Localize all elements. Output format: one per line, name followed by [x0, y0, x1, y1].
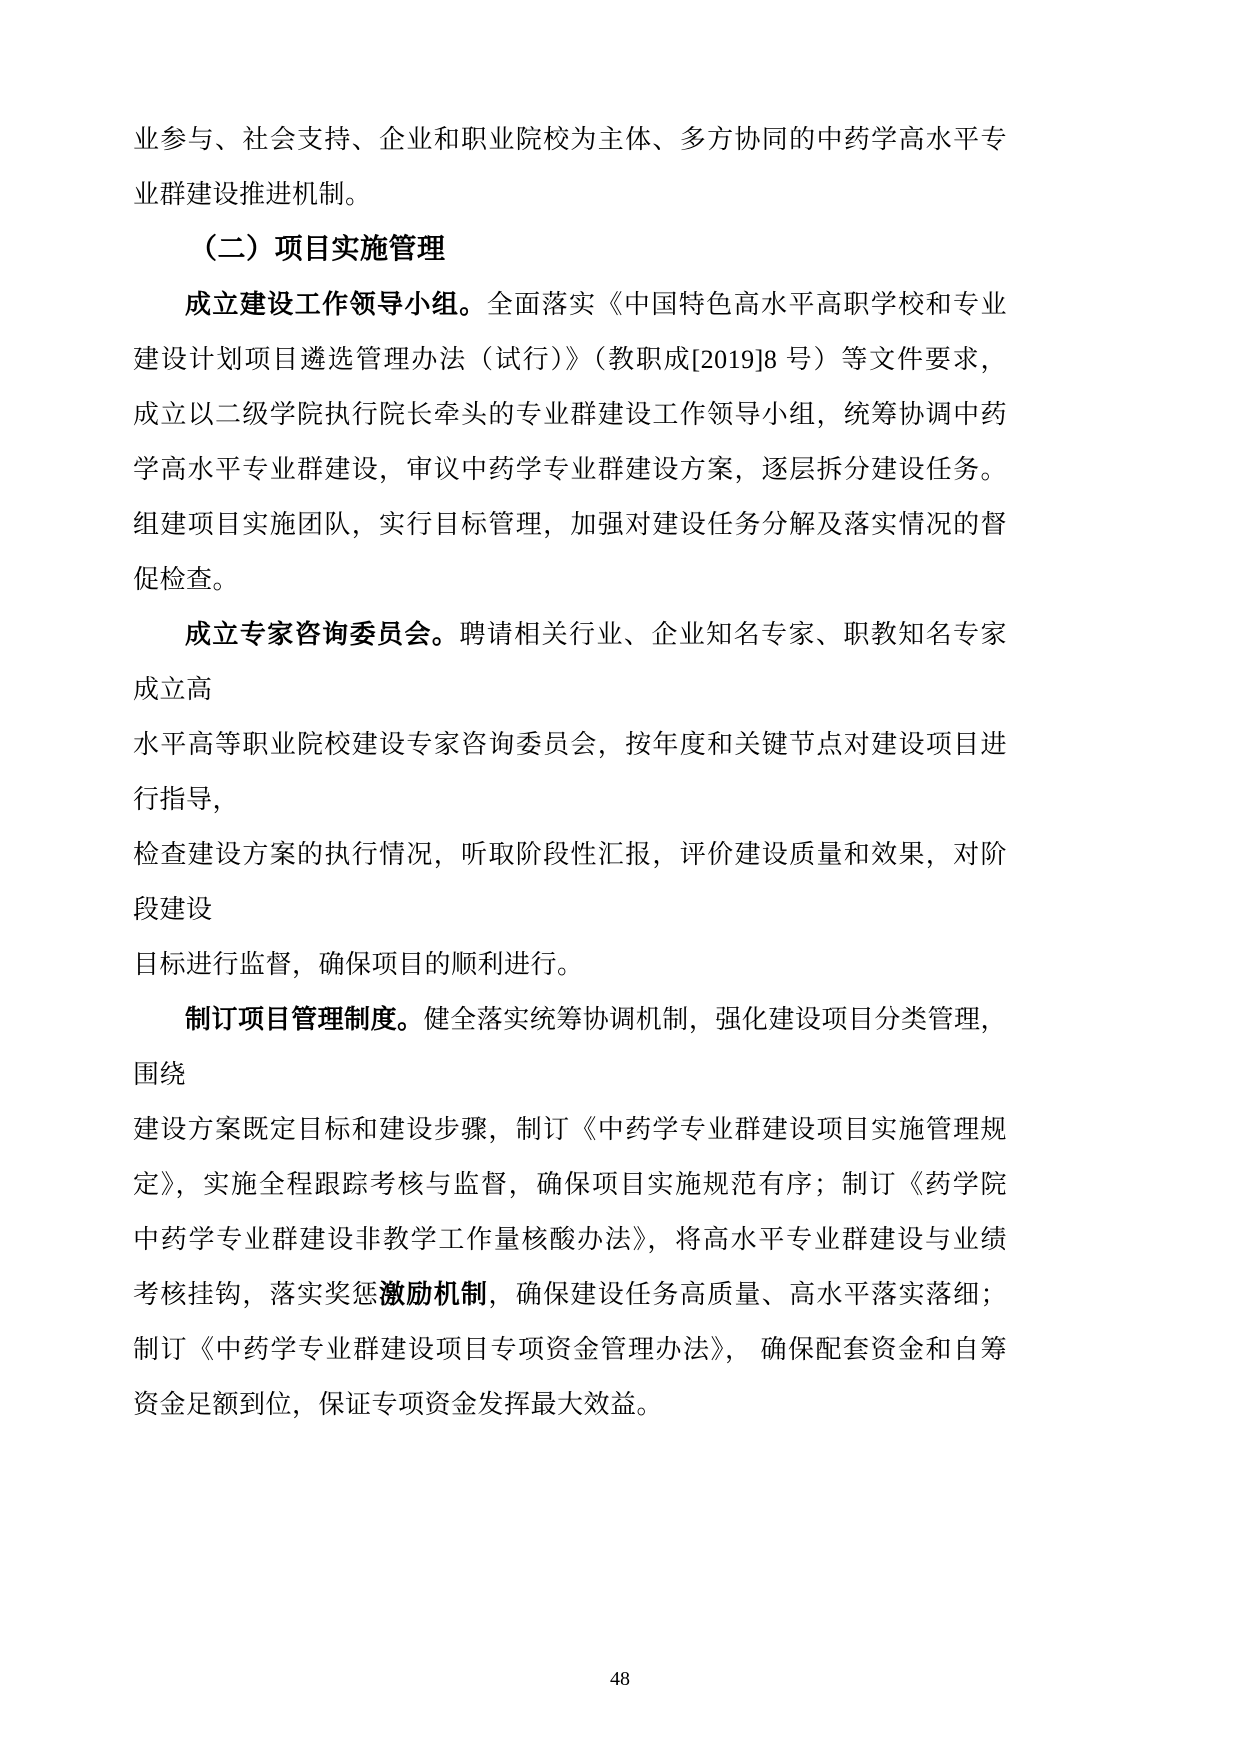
text-line [133, 1047, 1007, 1102]
text-line [133, 772, 1007, 827]
text-run: 建设计划项目遴选管理办法（试行）》（教职成[2019]8 号）等文件要求， [133, 345, 1007, 374]
text-run: 业参与、社会支持、企业和职业院校为主体、多方协同的中药学高水平专 [133, 125, 1007, 154]
text-run: 制订《中药学专业群建设项目专项资金管理办法》， 确保配套资金和自筹 [133, 1335, 1007, 1364]
text-run: 检查建设方案的执行情况，听取阶段性汇报，评价建设质量和效果，对阶 [133, 840, 1007, 869]
text-run: ，确保建设任务高质量、高水平落实落细； [488, 1280, 1007, 1309]
bold-text-run: 激励机制 [379, 1280, 489, 1309]
text-line [133, 827, 1007, 882]
text-run: 资金足额到位，保证专项资金发挥最大效益。 [133, 1390, 664, 1419]
text-line [133, 112, 1007, 167]
bold-text-run: 成立建设工作领导小组。 [185, 290, 487, 319]
text-line [133, 1267, 1007, 1322]
text-line [133, 937, 1007, 992]
text-line [133, 1322, 1007, 1377]
text-run: 中药学专业群建设非教学工作量核酸办法》，将高水平专业群建设与业绩 [133, 1225, 1007, 1254]
text-run: 建设方案既定目标和建设步骤，制订《中药学专业群建设项目实施管理规 [133, 1115, 1007, 1144]
text-line [133, 387, 1007, 442]
text-line [133, 1157, 1007, 1212]
section-heading [133, 222, 1007, 277]
bold-text-run: 制订项目管理制度。 [185, 1005, 424, 1034]
text-line [133, 167, 1007, 222]
text-line [133, 442, 1007, 497]
bold-text-run: 成立专家咨询委员会。 [185, 620, 460, 649]
text-line [133, 1102, 1007, 1157]
page-number: 48 [610, 1668, 630, 1690]
text-run: 成立高 [133, 675, 213, 704]
text-line [133, 607, 1007, 662]
text-line [133, 1212, 1007, 1267]
document-content [133, 112, 1007, 1432]
text-run: 成立以二级学院执行院长牵头的专业群建设工作领导小组，统筹协调中药 [133, 400, 1007, 429]
text-line [133, 277, 1007, 332]
text-run: 全面落实《中国特色高水平高职学校和专业 [486, 290, 1007, 319]
text-run: 考核挂钩，落实奖惩 [133, 1280, 380, 1309]
text-line [133, 992, 1007, 1047]
text-run: 目标进行监督，确保项目的顺利进行。 [133, 950, 584, 979]
text-run: 聘请相关行业、企业知名专家、职教知名专家 [459, 620, 1007, 649]
text-line [133, 332, 1007, 387]
text-run: 健全落实统筹协调机制，强化建设项目分类管理， [423, 1005, 1007, 1034]
text-line [133, 1377, 1007, 1432]
text-line [133, 497, 1007, 552]
text-run: 围绕 [133, 1060, 187, 1089]
text-run: 业群建设推进机制。 [133, 180, 372, 209]
text-run: 学高水平专业群建设，审议中药学专业群建设方案，逐层拆分建设任务。 [133, 455, 1007, 484]
text-run: 组建项目实施团队，实行目标管理，加强对建设任务分解及落实情况的督 [133, 510, 1007, 539]
text-run: 定》，实施全程跟踪考核与监督，确保项目实施规范有序；制订《药学院 [133, 1170, 1007, 1199]
text-run: 水平高等职业院校建设专家咨询委员会，按年度和关键节点对建设项目进 [133, 730, 1007, 759]
text-run: 行指导， [133, 785, 240, 814]
text-line [133, 717, 1007, 772]
bold-text-run: （二）项目实施管理 [189, 234, 446, 265]
text-run: 段建设 [133, 895, 213, 924]
text-line [133, 552, 1007, 607]
text-line [133, 662, 1007, 717]
text-run: 促检查。 [133, 565, 240, 594]
text-line [133, 882, 1007, 937]
